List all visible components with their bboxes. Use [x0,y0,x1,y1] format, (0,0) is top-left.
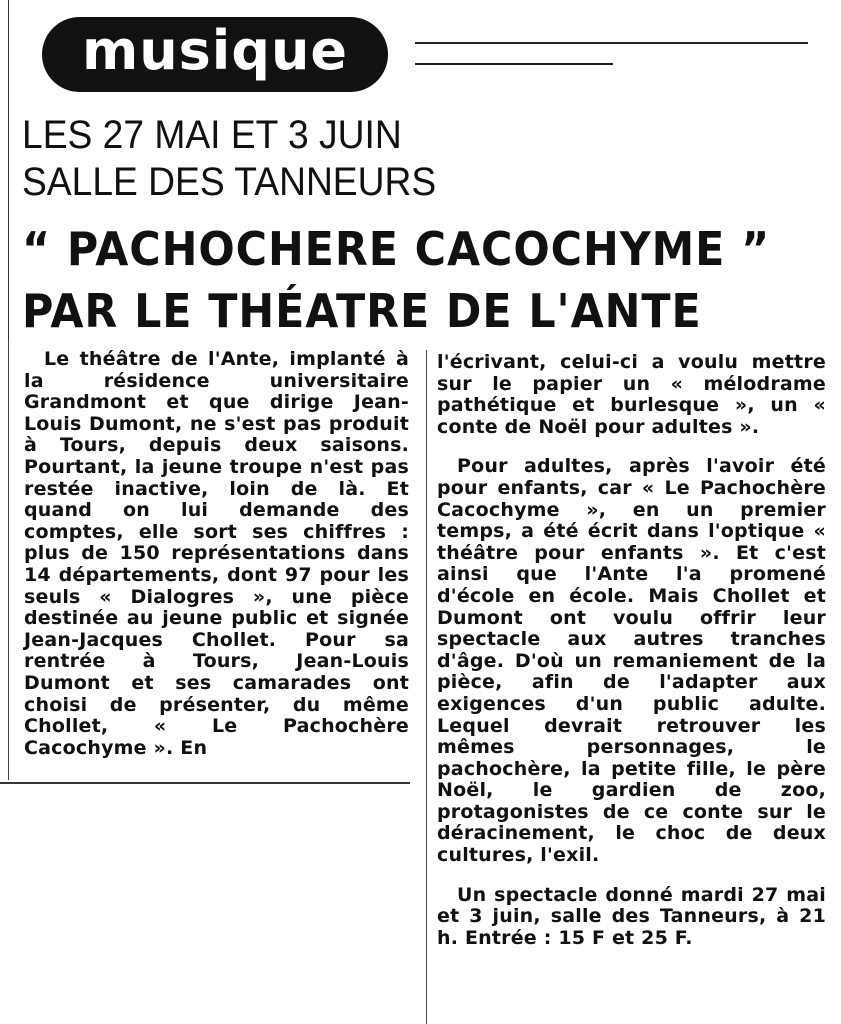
rubric-rule-long [415,42,808,44]
rubric-rule-short [415,63,613,65]
headline-line-title: “ PACHOCHERE CACOCHYME ” [22,222,771,276]
headline-line-company: PAR LE THÉATRE DE L'ANTE [22,284,702,338]
headline [22,218,803,342]
section-rubric [42,17,388,92]
article-paragraph: Le théâtre de l'Ante, implanté à la résidence universitaire Grandmont et que dirige Jean-Louis Dumont, ne s'est pas produit à Tours, depuis deux saisons. Pourtant, la jeune troupe n'est pas restée inactive, loin de là. Et quand on lui demande des comptes, elle sort ses chiffres : plus de 150 représentations dans 14 départements, dont 97 pour les seuls « Dialogres », une pièce destinée au jeune public et signée Jean-Jacques Chollet. Pour sa rentrée à Tours, Jean-Louis Dumont et ses camarades ont choisi de présenter, du même Chollet, « Le Pachochère Cacochyme ». En [24,348,409,759]
kicker [22,112,766,206]
column-1-bottom-rule [0,782,410,784]
article-paragraph: l'écrivant, celui-ci a voulu mettre sur le papier un « mélodrame pathétique et burlesque », un « conte de Noël pour adultes ». [437,351,826,438]
left-column-rule [8,340,9,780]
article-paragraph: Pour adultes, après l'avoir été pour enfants, car « Le Pachochère Cacochyme », en un premier temps, a été écrit dans l'optique « théâtre pour enfants ». Et c'est ainsi que l'Ante l'a promené d'école en école. Mais Chollet et Dumont ont voulu offrir leur spectacle aux autres tranches d'âge. D'où un remaniement de la pièce, afin de l'adapter aux exigences d'un public adulte. Lequel devrait retrouver les mêmes personnages, le pachochère, la petite fille, le père Noël, le gardien de zoo, protagonistes de ce conte sur le déracinement, le choc de deux cultures, l'exil. [437,455,826,867]
kicker-line-venue: SALLE DES TANNEURS [22,160,437,204]
article-column-1 [24,349,409,759]
article-column-2 [437,352,826,949]
kicker-line-dates: LES 27 MAI ET 3 JUIN [22,113,402,157]
column-divider [426,350,427,1024]
rubric-label: musique [81,18,349,82]
article-paragraph-practical-info: Un spectacle donné mardi 27 mai et 3 juin, salle des Tanneurs, à 21 h. Entrée : 15 F et 25 F. [437,883,826,949]
